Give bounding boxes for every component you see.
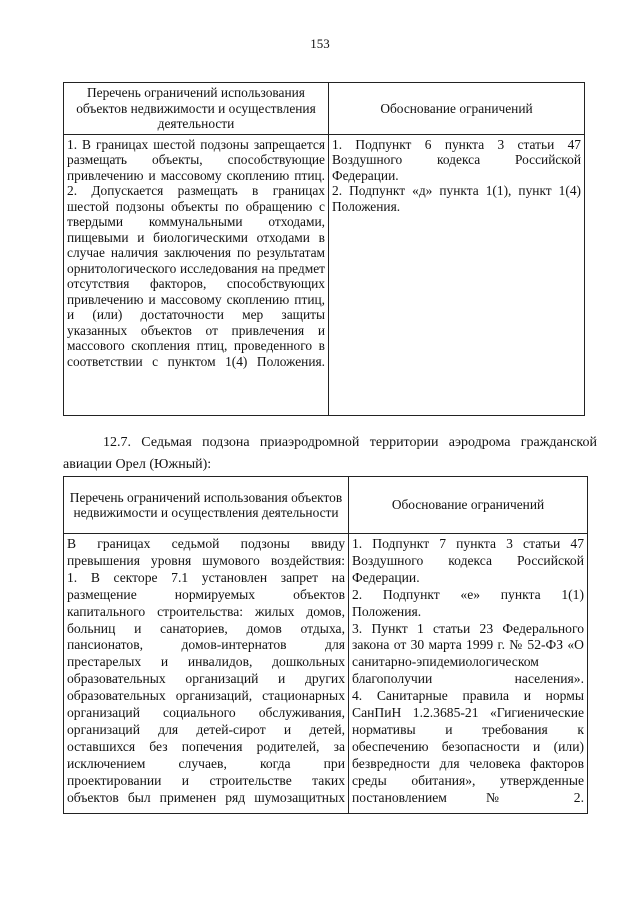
table-row xyxy=(64,534,588,814)
justification-item: 4. Санитарные правила и нормы СанПиН 1.2.3685-21 «Гигиенические нормативы и требования к обеспечению безопасности и (или) безвредности для человека факторов среды обитания», утвержденные постановлением № 2. xyxy=(352,688,584,805)
section-heading-line: 12.7. Седьмая подзона приаэродромной территории аэродрома гражданской xyxy=(103,435,597,450)
header-restrictions: Перечень ограничений использования объектов недвижимости и осуществления деятельности xyxy=(64,83,329,135)
justification-item: 1. Подпункт 6 пункта 3 статьи 47 Воздушного кодекса Российской Федерации. xyxy=(332,136,581,183)
table-row xyxy=(64,134,585,415)
header-restrictions: Перечень ограничений использования объектов недвижимости и осуществления деятельности xyxy=(64,477,349,534)
restrictions-table-subzone-6 xyxy=(63,82,585,416)
justification-cell xyxy=(349,534,588,814)
page-number: 153 xyxy=(310,36,330,51)
justification-cell xyxy=(329,134,585,415)
table-header-row xyxy=(64,83,585,135)
restriction-item: 1. В границах шестой подзоны запрещается размещать объекты, способствующие привлечению и массовому скоплению птиц. xyxy=(67,136,325,183)
table-header-row xyxy=(64,477,588,534)
section-heading-line: авиации Орел (Южный): xyxy=(63,457,212,472)
restriction-item: 1. В секторе 7.1 установлен запрет на размещение нормируемых объектов капитального строительства: жилых домов, больниц и санаториев, домов отдыха, пансионатов, домов-интернатов для престарелых и инвалидов, дошкольных образовательных организаций и других образовательных организаций, стационарных организаций социального обслуживания, организаций для детей-сирот и детей, оставшихся без попечения родителей, за исключением случаев, когда при проектировании и строительстве таких объектов был применен ряд шумозащитных xyxy=(67,569,345,805)
header-justification: Обоснование ограничений xyxy=(349,477,588,534)
header-justification: Обоснование ограничений xyxy=(329,83,585,135)
restriction-item: 2. Допускается размещать в границах шестой подзоны объекты по обращению с твердыми коммунальными отходами, пищевыми и биологическими отходами в случае наличия заключения по результатам орнитологического исследования на предмет отсутствия факторов, способствующих привлечению и массовому скоплению птиц, и (или) достаточности мер защиты указанных объектов от привлечения и массового скопления птиц, проведенного в соответствии с пунктом 1(4) Положения. xyxy=(67,183,325,369)
justification-item: 2. Подпункт «д» пункта 1(1), пункт 1(4) Положения. xyxy=(332,183,581,214)
restriction-item: В границах седьмой подзоны ввиду превышения уровня шумового воздействия: xyxy=(67,536,345,568)
restrictions-cell xyxy=(64,534,349,814)
restrictions-table-subzone-7 xyxy=(63,476,588,814)
section-heading xyxy=(63,432,597,476)
justification-item: 3. Пункт 1 статьи 23 Федерального закона от 30 марта 1999 г. № 52-ФЗ «О санитарно-эпидемиологическом благополучии населения». xyxy=(352,620,584,687)
restrictions-cell xyxy=(64,134,329,415)
justification-item: 2. Подпункт «е» пункта 1(1) Положения. xyxy=(352,586,584,619)
justification-item: 1. Подпункт 7 пункта 3 статьи 47 Воздушного кодекса Российской Федерации. xyxy=(352,536,584,585)
